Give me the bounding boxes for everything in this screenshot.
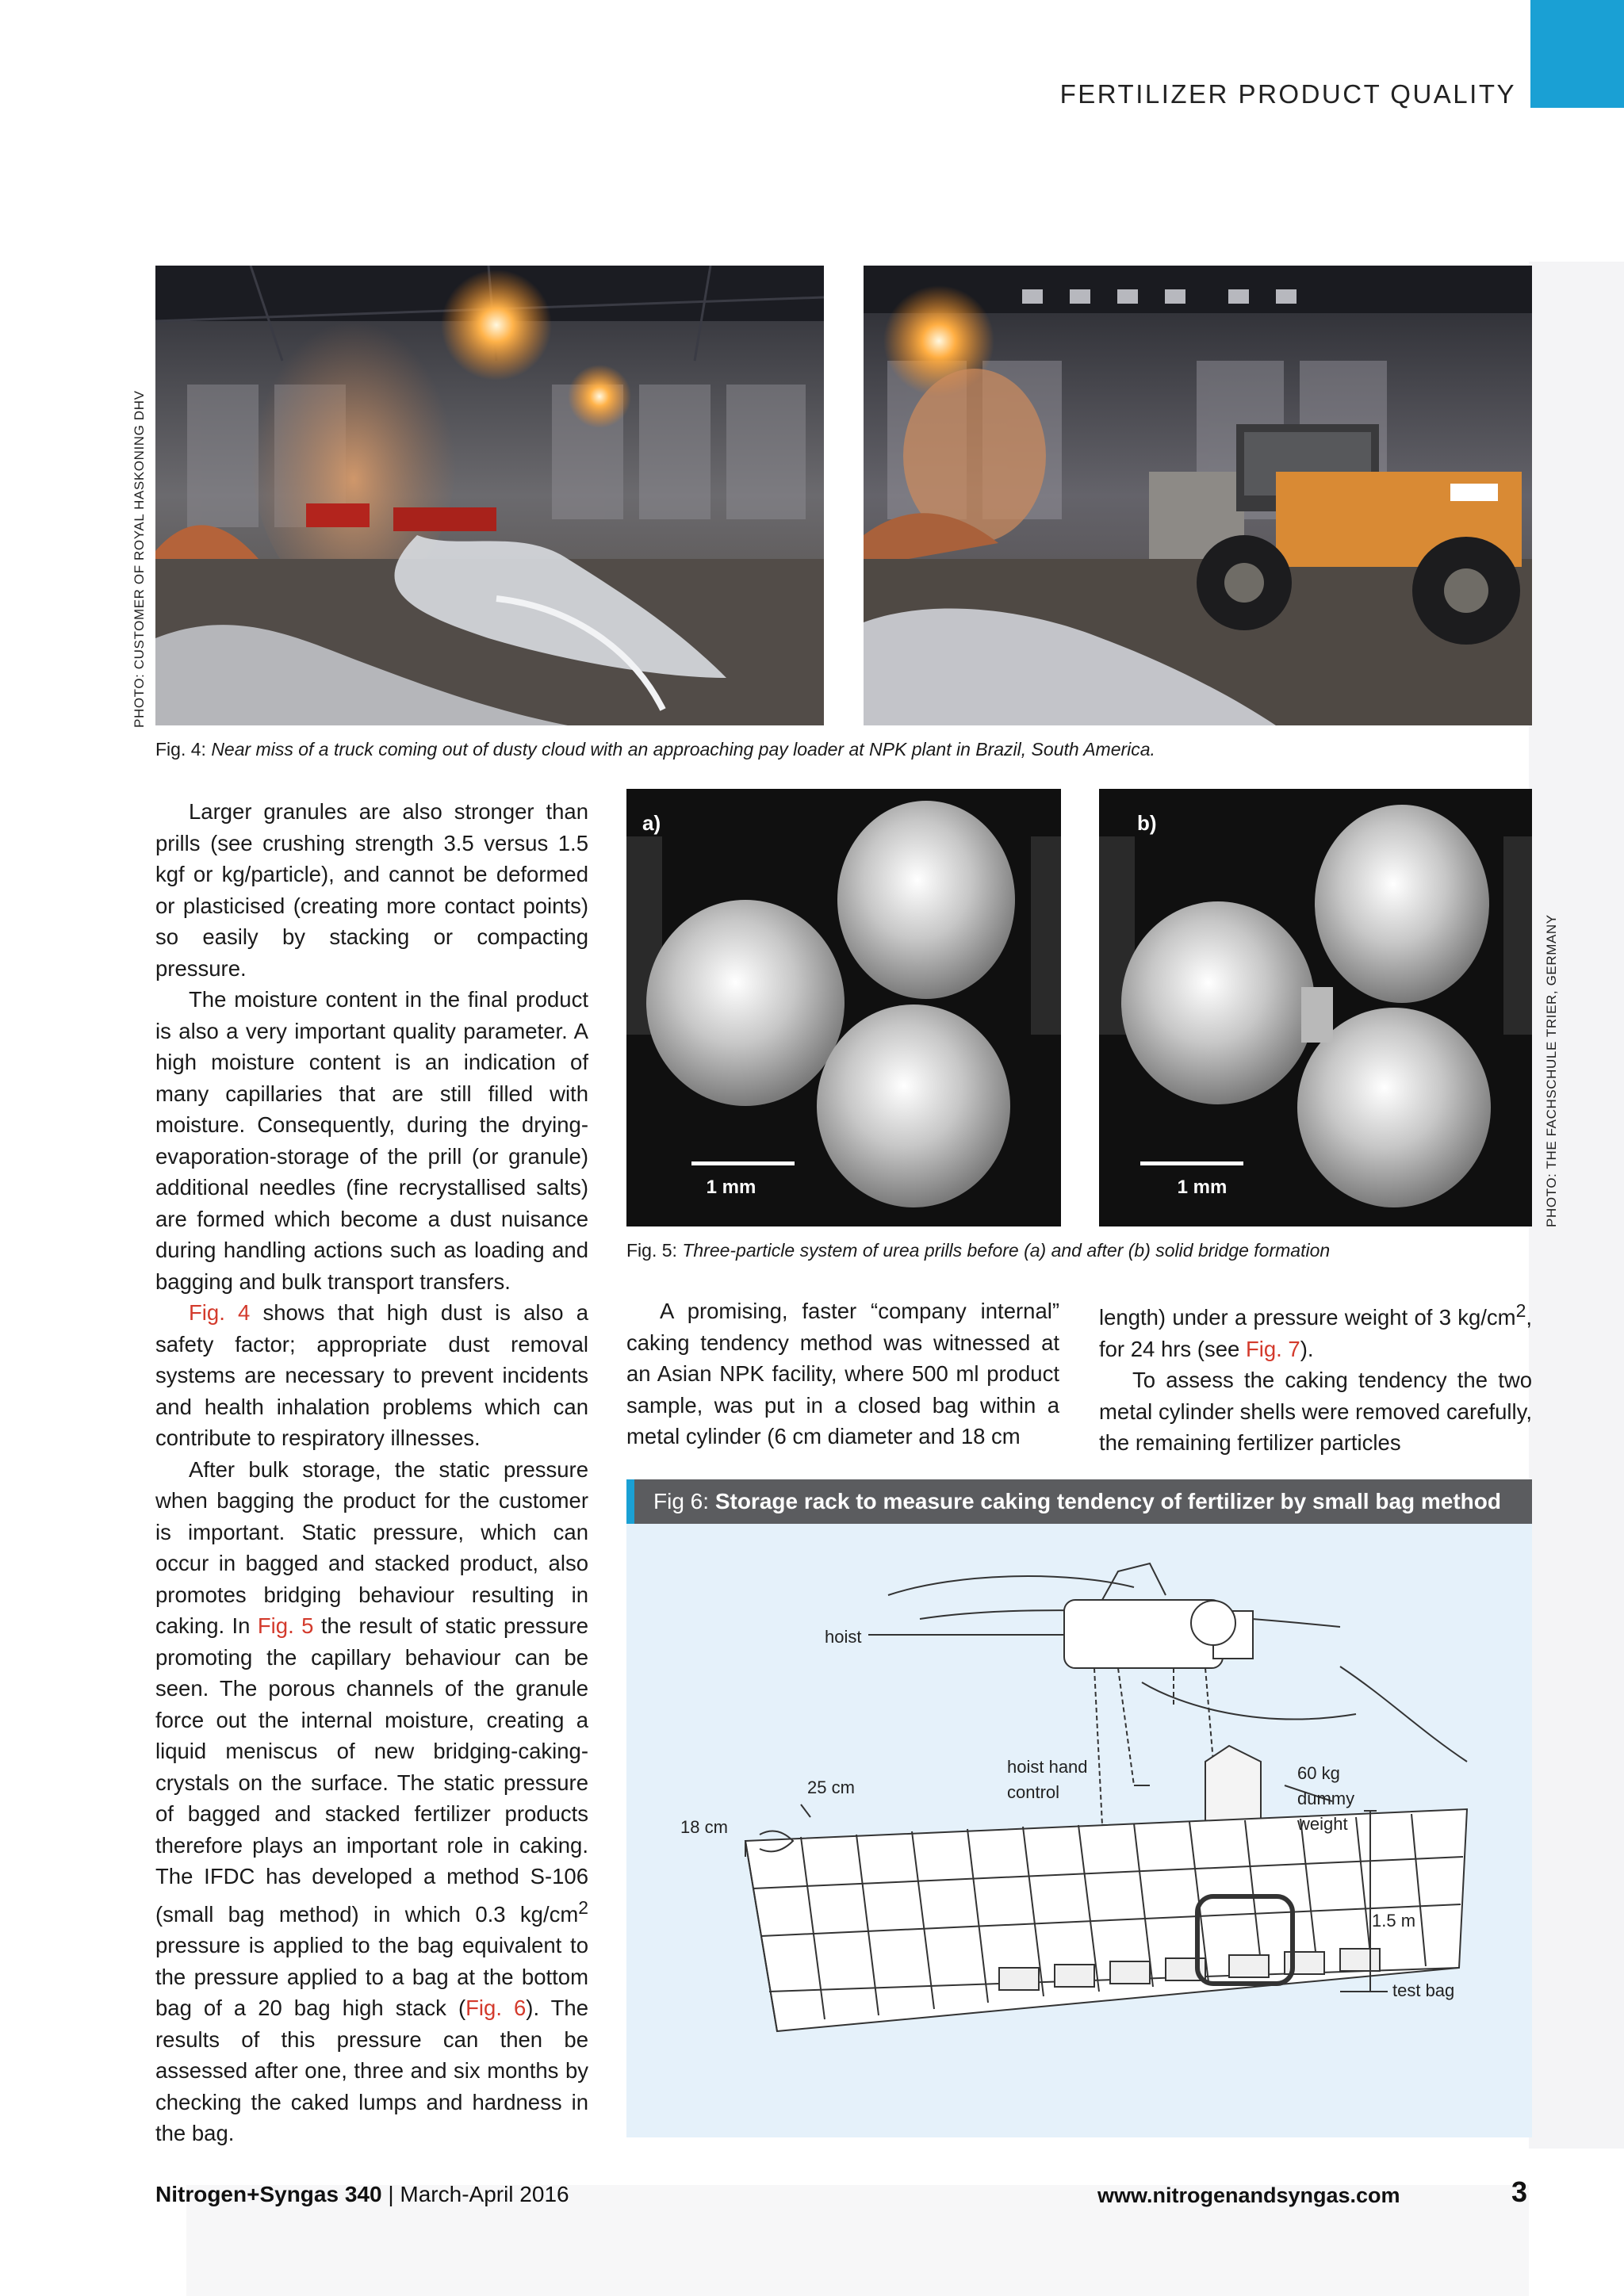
paragraph: To assess the caking tendency the two metal cylinder shells were removed carefully, the remaining fertilizer particles	[1099, 1368, 1532, 1456]
fig6-label: Fig 6:	[653, 1489, 710, 1513]
label-weight-2: dummy	[1297, 1789, 1355, 1808]
label-hoist: hoist	[825, 1627, 862, 1647]
fig4-caption	[155, 739, 1155, 760]
fig5-caption	[626, 1240, 1330, 1261]
section-color-tab	[1530, 0, 1624, 108]
label-test-bag: test bag	[1392, 1980, 1455, 2000]
paragraph: length) under a pressure weight of 3 $kg/cm^2$, for 24 hrs (see Fig. 7).	[1099, 1300, 1532, 1361]
paragraph: A promising, faster “company internal” caking tendency method was witnessed at an Asian NPK facility, where 500 ml product sample, was put in a closed bag within a metal cylinder (6 cm diameter and 18 cm	[626, 1299, 1059, 1448]
fig6-title: Storage rack to measure caking tendency of fertilizer by small bag method	[714, 1489, 1501, 1513]
fig5-micrograph-a	[626, 789, 1061, 1226]
body-column-right	[1099, 1295, 1532, 1459]
fig5-reference-link[interactable]: Fig. 5	[257, 1613, 314, 1638]
label-weight-3: weight	[1297, 1814, 1348, 1834]
page-edge-shade	[1529, 262, 1624, 2149]
label-width-25cm: 25 cm	[807, 1777, 855, 1797]
page-number: 3	[1511, 2175, 1528, 2208]
fig4-caption-text: Near miss of a truck coming out of dusty cloud with an approaching pay loader at NPK plant in Brazil, South America.	[211, 739, 1155, 760]
footer-issue-number: 340	[344, 2182, 382, 2206]
footer-date: | March-April 2016	[381, 2182, 569, 2206]
fig5-label: Fig. 5:	[626, 1240, 677, 1261]
fig6-figure-box	[626, 1479, 1532, 2137]
fig6-reference-link[interactable]: Fig. 6	[465, 1996, 527, 2021]
fig4-photo-pay-loader	[864, 266, 1532, 725]
label-hoist-hand-control-1: hoist hand	[1007, 1757, 1088, 1777]
paragraph: After bulk storage, the static pressure when bagging the product for the customer is important. Static pressure, which can occur in bagged and stacked product, also promotes bridging behaviour resulting in caking. In Fig. 5 the result of static pressure promoting the capillary behaviour can be seen. The porous channels of the granule force out the internal moisture, creating a liquid meniscus of new bridging-caking-crystals on the surface. The static pressure of bagged and stacked fertilizer products therefore plays an important role in caking. The IFDC has developed a method S-106 (small bag method) in which 0.3 $kg/cm^2$ pressure is applied to the bag equivalent to the pressure applied to a bag at the bottom bag of a 20 bag high stack (Fig. 6). The results of this pressure can then be assessed after one, three and six months by checking the caked lumps and hardness in the bag.	[155, 1456, 589, 2146]
fig4-photo-dust-cloud	[155, 266, 824, 725]
fig4-reference-link[interactable]: Fig. 4	[189, 1300, 251, 1325]
label-depth-18cm: 18 cm	[680, 1817, 728, 1837]
fig7-reference-link[interactable]: Fig. 7	[1245, 1336, 1300, 1361]
fig6-title-bar	[626, 1479, 1532, 1524]
footer-journal-info	[155, 2182, 569, 2207]
fig4-label: Fig. 4:	[155, 739, 206, 760]
fig5-panel-a-label: a)	[642, 811, 661, 835]
paragraph: The moisture content in the final product is also a very important quality parameter. A high moisture content is an indication of many capillaries that are still filled with moisture. Consequently, during the drying-evaporation-storage of the prill (or granule) additional needles (fine recrystallised salts) are formed which become a dust nuisance during handling actions such as loading and bagging and bulk transport transfers.	[155, 987, 588, 1294]
fig5-scale-b: 1 mm	[1177, 1177, 1228, 1198]
label-height-1-5m: 1.5 m	[1372, 1911, 1416, 1931]
photo-credit-fig4: PHOTO: CUSTOMER OF ROYAL HASKONING DHV	[132, 390, 147, 728]
footer-website-link[interactable]: www.nitrogenandsyngas.com	[1097, 2183, 1400, 2207]
footer-journal-name: Nitrogen+Syngas	[155, 2182, 339, 2206]
label-hoist-hand-control-2: control	[1007, 1782, 1060, 1802]
fig5-micrograph-b	[1099, 789, 1532, 1226]
fig6-storage-rack-diagram	[626, 1524, 1532, 2137]
label-weight-1: 60 kg	[1297, 1763, 1340, 1783]
section-header-title: FERTILIZER PRODUCT QUALITY	[1059, 79, 1516, 109]
body-column-middle	[626, 1295, 1059, 1452]
fig5-scale-a: 1 mm	[706, 1177, 756, 1198]
paragraph: Larger granules are also stronger than prills (see crushing strength 3.5 versus 1.5 kgf or kg/particle), and cannot be deformed or plasticised (creating more contact points) so easily by stacking or compacting pressure.	[155, 799, 588, 981]
fig5-panel-b-label: b)	[1137, 811, 1157, 835]
photo-credit-fig5: PHOTO: THE FACHSCHULE TRIER, GERMANY	[1544, 914, 1559, 1227]
paragraph: Fig. 4 shows that high dust is also a safety factor; appropriate dust removal systems are necessary to prevent incidents and health inhalation problems which can contribute to respiratory illnesses.	[155, 1300, 589, 1450]
fig5-caption-text: Three-particle system of urea prills before (a) and after (b) solid bridge formation	[682, 1240, 1331, 1261]
body-column-left	[155, 796, 588, 2149]
